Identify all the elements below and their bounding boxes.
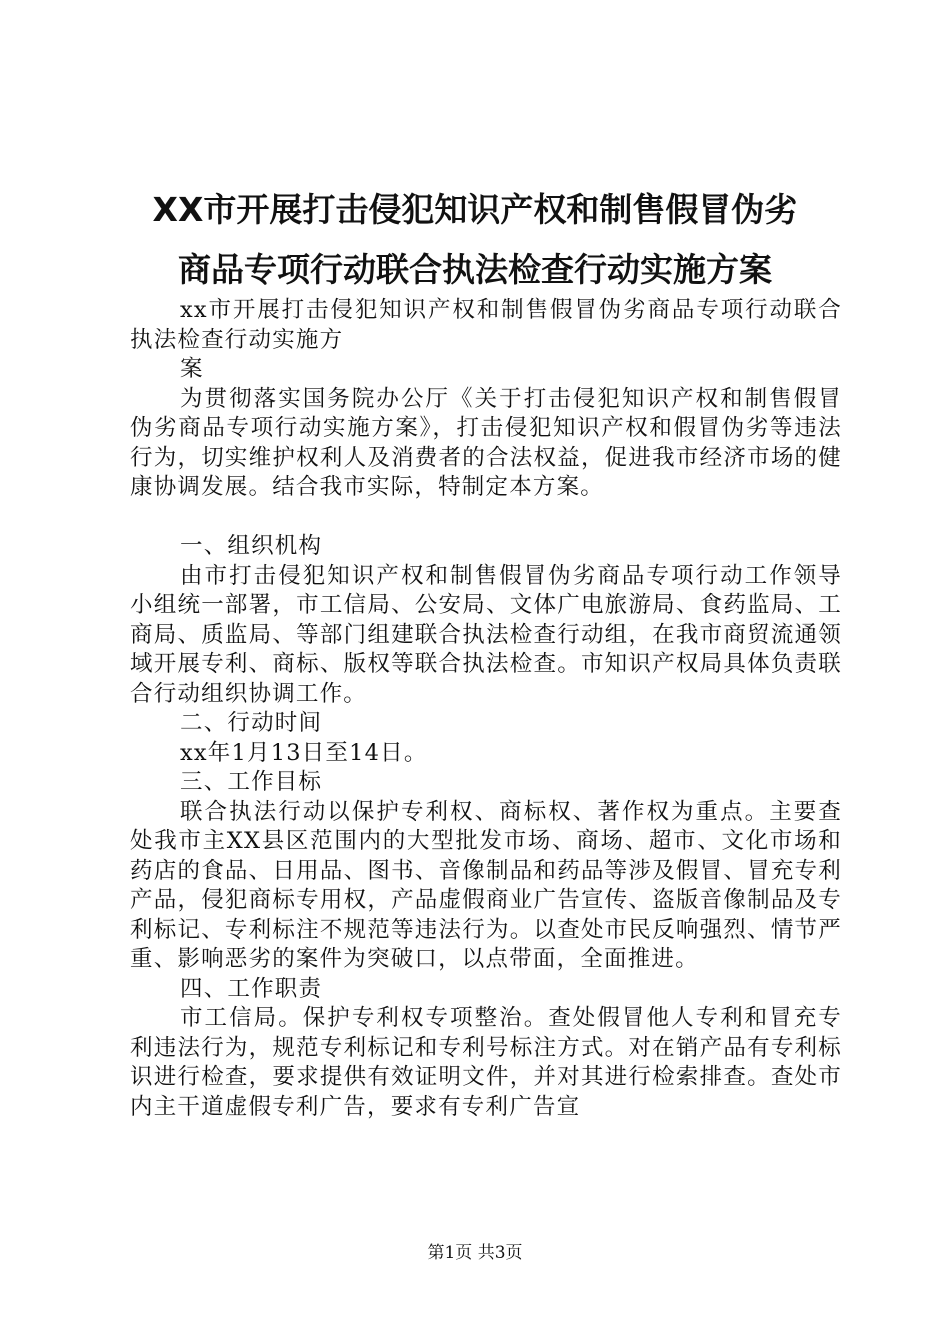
section-3-paragraph: 联合执法行动以保护专利权、商标权、著作权为重点。主要查处我市主XX县区范围内的大型批发市场、商场、超市、文化市场和药店的食品、日用品、图书、音像制品和药品等涉及假冒、冒充专利产品，侵犯商标专用权，产品虚假商业广告宣传、盗版音像制品及专利标记、专利标注不规范等违法行为。以查处市民反响强烈、情节严重、影响恶劣的案件为突破口，以点带面，全面推进。: [130, 798, 842, 972]
paragraph-gap: [130, 503, 842, 533]
subtitle-line-1: xx市开展打击侵犯知识产权和制售假冒伪劣商品专项行动联合执法检查行动实施方: [130, 297, 842, 353]
section-2-heading: 二、行动时间: [180, 710, 323, 736]
intro-paragraph: 为贯彻落实国务院办公厅《关于打击侵犯知识产权和制售假冒伪劣商品专项行动实施方案》，打击侵犯知识产权和假冒伪劣等违法行为，切实维护权利人及消费者的合法权益，促进我市经济市场的健康协调发展。结合我市实际，特制定本方案。: [130, 385, 842, 500]
subtitle-line-2: 案: [180, 356, 204, 382]
section-4-heading: 四、工作职责: [180, 975, 323, 1002]
document-title-line-2: 商品专项行动联合执法检查行动实施方案: [178, 250, 772, 289]
section-4-paragraph: 市工信局。保护专利权专项整治。查处假冒他人专利和冒充专利违法行为，规范专利标记和专利号标注方式。对在销产品有专利标识进行检查，要求提供有效证明文件，并对其进行检索排查。查处市内主干道虚假专利广告，要求有专利广告宣: [130, 1005, 842, 1120]
section-3-heading: 三、工作目标: [180, 769, 323, 795]
section-1-heading: 一、组织机构: [180, 533, 323, 559]
page-indicator: 第1页 共3页: [427, 1243, 523, 1263]
document-title-line-1: XX市开展打击侵犯知识产权和制售假冒伪劣: [152, 190, 798, 229]
section-1-paragraph: 由市打击侵犯知识产权和制售假冒伪劣商品专项行动工作领导小组统一部署，市工信局、公安局、文体广电旅游局、食药监局、工商局、质监局、等部门组建联合执法检查行动组，在我市商贸流通领域开展专利、商标、版权等联合执法检查。市知识产权局具体负责联合行动组织协调工作。: [130, 562, 842, 707]
section-2-paragraph: xx年1月13日至14日。: [180, 739, 428, 766]
document-body: [130, 296, 842, 1122]
